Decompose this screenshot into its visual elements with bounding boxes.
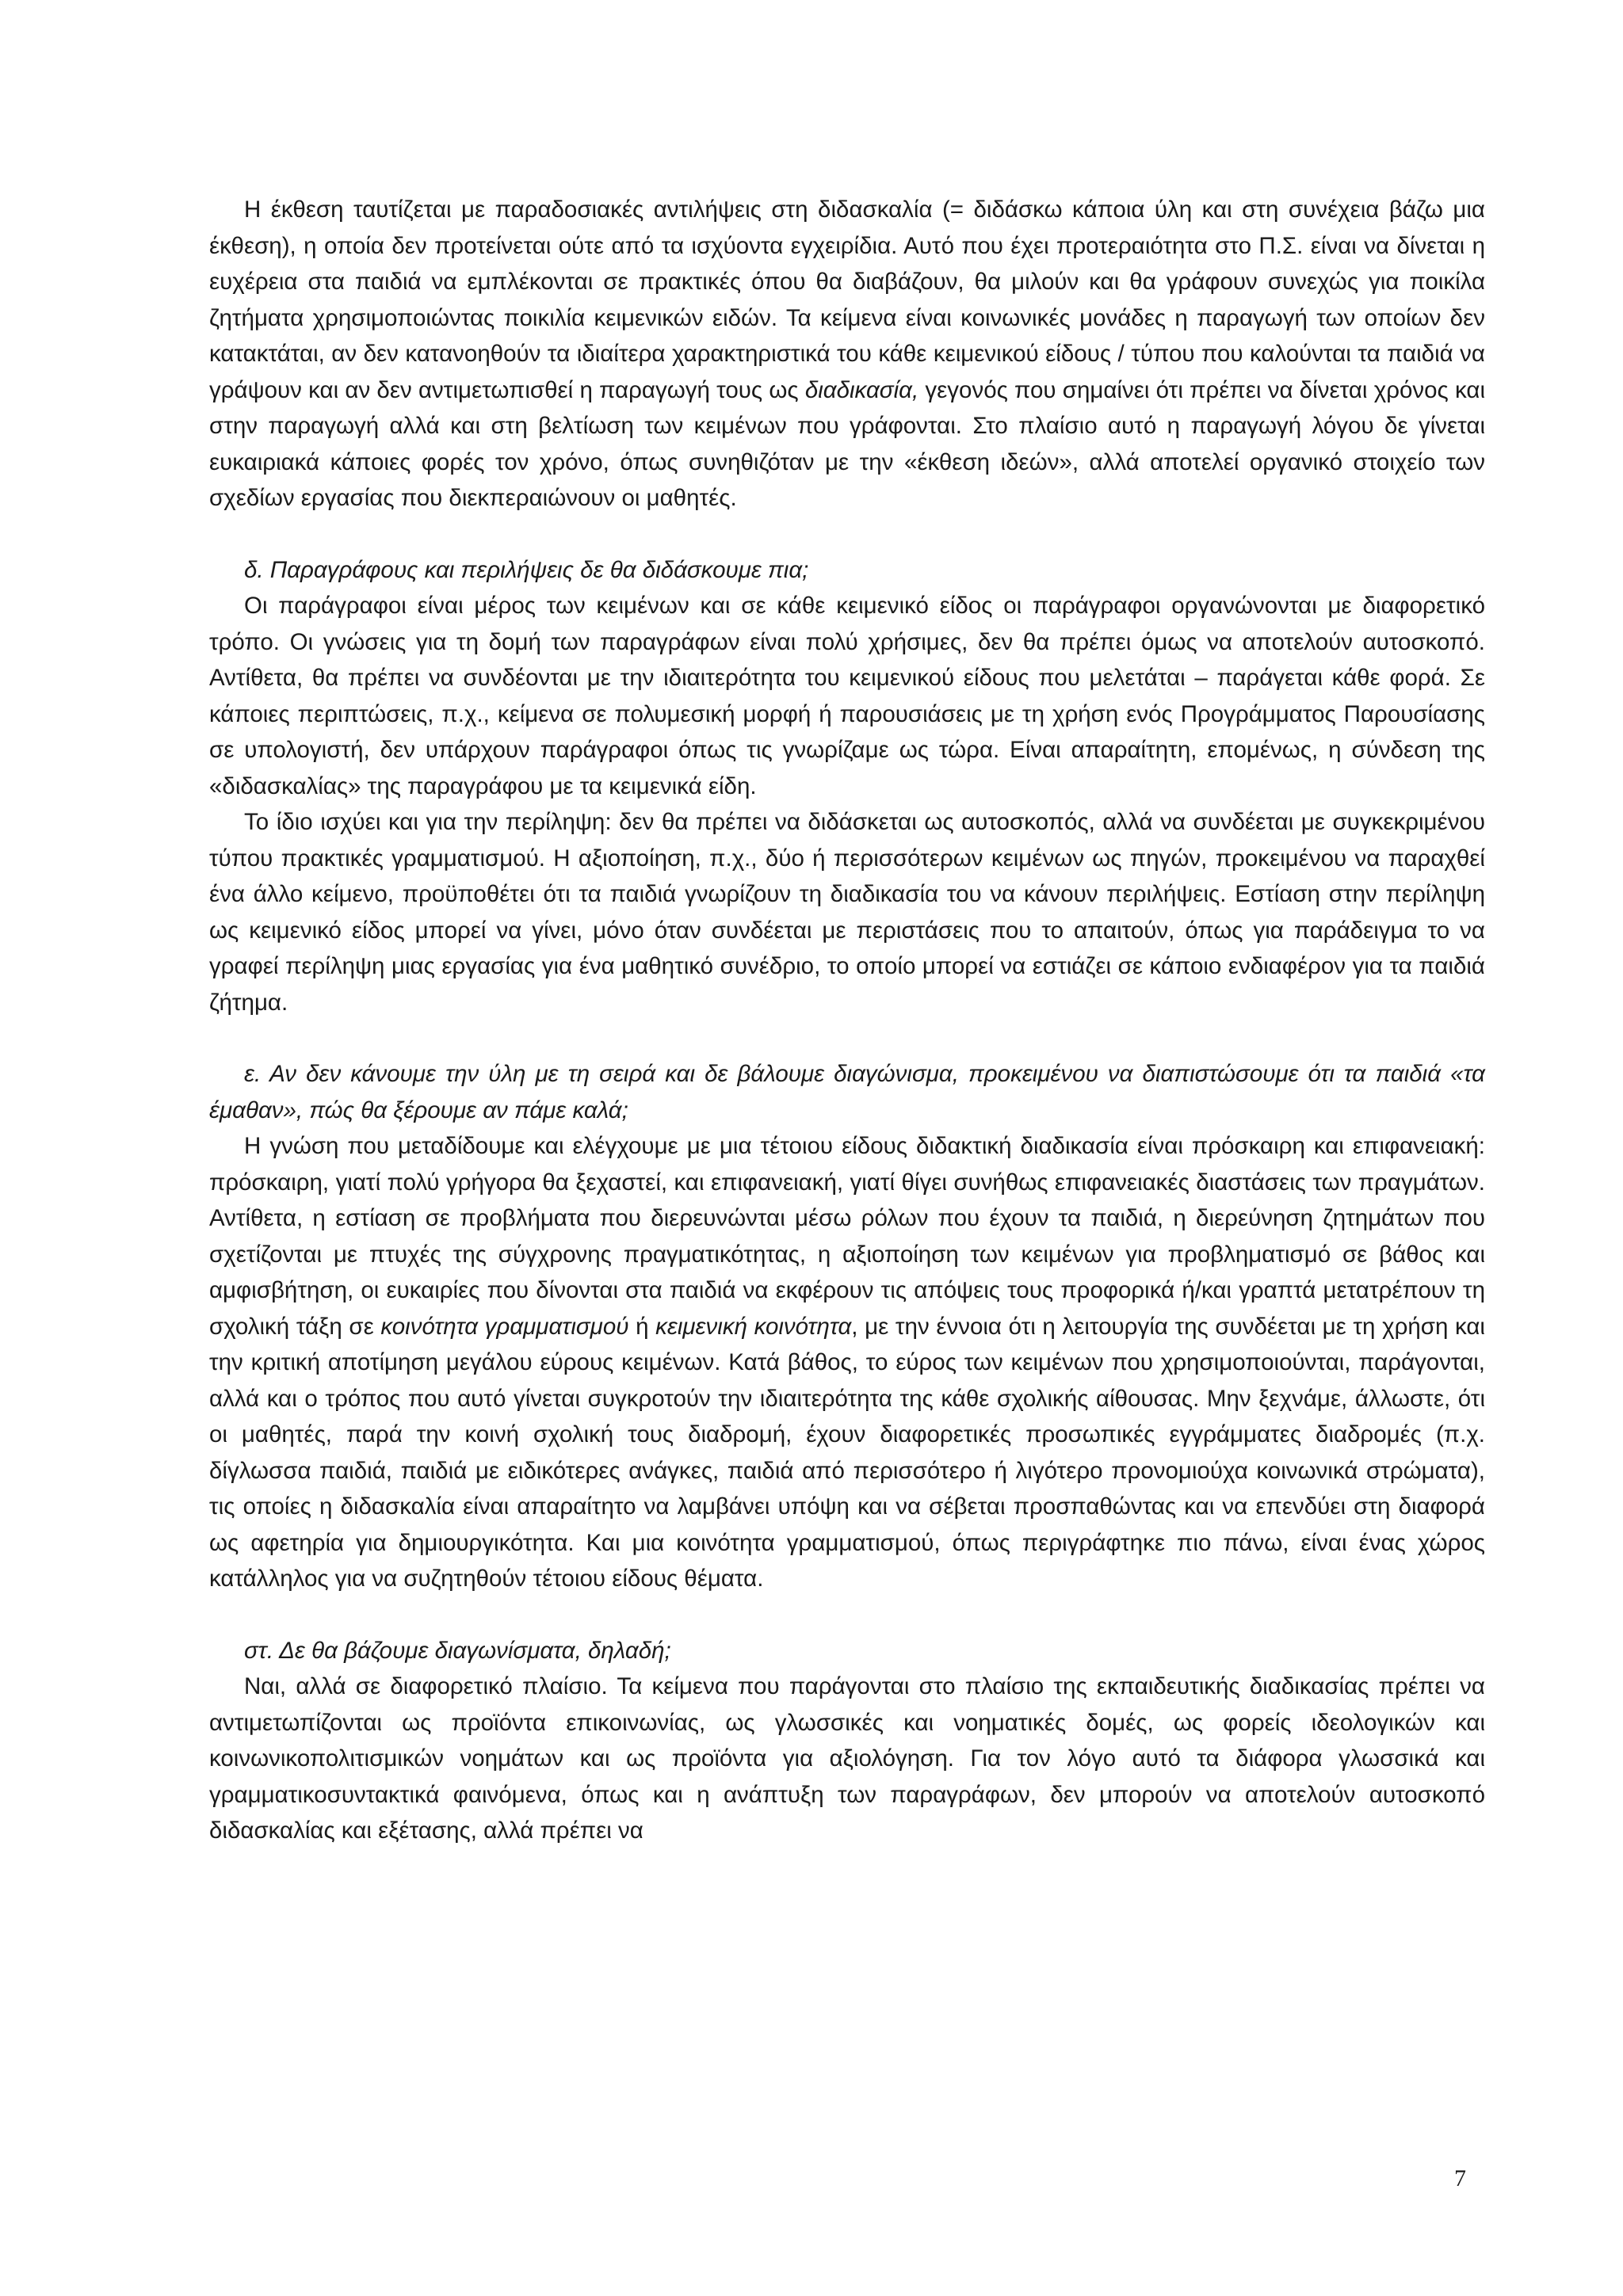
paragraph-essay-intro: Η έκθεση ταυτίζεται με παραδοσιακές αντιλήψεις στη διδασκαλία (= διδάσκω κάποια ύλη και στη συνέχεια βάζω μια έκθεση), η οποία δεν προτείνεται ούτε από τα ισχύοντα εγχειρίδια. Αυτό που έχει προτεραιότητα στο Π.Σ. είναι να δίνεται η ευχέρεια στα παιδιά να εμπλέκονται σε πρακτικές όπου θα διαβάζουν, θα μιλούν και θα γράφουν συνεχώς για ποικίλα ζητήματα χρησιμοποιώντας ποικιλία κειμενικών ειδών. Τα κείμενα είναι κοινωνικές μονάδες η παραγωγή των οποίων δεν κατακτάται, αν δεν κατανοηθούν τα ιδιαίτερα χαρακτηριστικά του κάθε κειμενικού είδους / τύπου που καλούνται τα παιδιά να γράψουν και αν δεν αντιμετωπισθεί η παραγωγή τους ως διαδικασία, γεγονός που σημαίνει ότι πρέπει να δίνεται χρόνος και στην παραγωγή αλλά και στη βελτίωση των κειμένων που γράφονται. Στο πλαίσιο αυτό η παραγωγή λόγου δε γίνεται ευκαιριακά κάποιες φορές τον χρόνο, όπως συνηθιζόταν με την «έκθεση ιδεών», αλλά αποτελεί οργανικό στοιχείο των σχεδίων εργασίας που διεκπεραιώνουν οι μαθητές. <box>209 196 1485 511</box>
section-d-paragraph-1: Οι παράγραφοι είναι μέρος των κειμένων και σε κάθε κειμενικό είδος οι παράγραφοι οργανώνονται με διαφορετικό τρόπο. Οι γνώσεις για τη δομή των παραγράφων είναι πολύ χρήσιμες, δεν θα πρέπει όμως να αποτελούν αυτοσκοπό. Αντίθετα, θα πρέπει να συνδέονται με την ιδιαιτερότητα του κειμενικού είδους που μελετάται – παράγεται κάθε φορά. Σε κάποιες περιπτώσεις, π.χ., κείμενα σε πολυμεσική μορφή ή παρουσιάσεις με τη χρήση ενός Προγράμματος Παρουσίασης σε υπολογιστή, δεν υπάρχουν παράγραφοι όπως τις γνωρίζαμε ως τώρα. Είναι απαραίτητη, επομένως, η σύνδεση της «διδασκαλίας» της παραγράφου με τα κειμενικά είδη. <box>209 593 1485 799</box>
section-d-heading: δ. Παραγράφους και περιλήψεις δε θα διδάσκουμε πια; <box>244 556 809 583</box>
section-st-paragraph-1: Ναι, αλλά σε διαφορετικό πλαίσιο. Τα κείμενα που παράγονται στο πλαίσιο της εκπαιδευτικής διαδικασίας πρέπει να αντιμετωπίζονται ως προϊόντα επικοινωνίας, ως γλωσσικές και νοηματικές δομές, ως φορείς ιδεολογικών και κοινωνικοπολιτισμικών νοημάτων και ως προϊόντα για αξιολόγηση. Για τον λόγο αυτό τα διάφορα γλωσσικά και γραμματικοσυντακτικά φαινόμενα, όπως και η ανάπτυξη των παραγράφων, δεν μπορούν να αποτελούν αυτοσκοπό διδασκαλίας και εξέτασης, αλλά πρέπει να <box>209 1673 1485 1844</box>
emphasis-literacy-community: κοινότητα γραμματισμού <box>380 1313 629 1340</box>
emphasis-process: διαδικασία, <box>804 376 919 403</box>
page-number: 7 <box>1454 2165 1466 2191</box>
section-e-paragraph-1: Η γνώση που μεταδίδουμε και ελέγχουμε με μια τέτοιου είδους διδακτική διαδικασία είναι πρόσκαιρη και επιφανειακή: πρόσκαιρη, γιατί πολύ γρήγορα θα ξεχαστεί, και επιφανειακή, γιατί θίγει συνήθως επιφανειακές διαστάσεις των πραγμάτων. Αντίθετα, η εστίαση σε προβλήματα που διερευνώνται μέσω ρόλων που έχουν τα παιδιά, η διερεύνηση ζητημάτων που σχετίζονται με πτυχές της σύγχρονης πραγματικότητας, η αξιοποίηση των κειμένων για προβληματισμό σε βάθος και αμφισβήτηση, οι ευκαιρίες που δίνονται στα παιδιά να εκφέρουν τις απόψεις τους προφορικά ή/και γραπτά μετατρέπουν τη σχολική τάξη σε κοινότητα γραμματισμού ή κειμενική κοινότητα, με την έννοια ότι η λειτουργία της συνδέεται με τη χρήση και την κριτική αποτίμηση μεγάλου εύρους κειμένων. Κατά βάθος, το εύρος των κειμένων που χρησιμοποιούνται, παράγονται, αλλά και ο τρόπος που αυτό γίνεται συγκροτούν την ιδιαιτερότητα της κάθε σχολικής αίθουσας. Μην ξεχνάμε, άλλωστε, ότι οι μαθητές, παρά την κοινή σχολική τους διαδρομή, έχουν διαφορετικές προσωπικές εγγράμματες διαδρομές (π.χ. δίγλωσσα παιδιά, παιδιά με ειδικότερες ανάγκες, παιδιά από περισσότερο ή λιγότερο προνομιούχα κοινωνικά στρώματα), τις οποίες η διδασκαλία είναι απαραίτητο να λαμβάνει υπόψη και να σέβεται προσπαθώντας και να επενδύει στη διαφορά ως αφετηρία για δημιουργικότητα. Και μια κοινότητα γραμματισμού, όπως περιγράφτηκε πιο πάνω, είναι ένας χώρος κατάλληλος για να συζητηθούν τέτοιου είδους θέματα. <box>209 1133 1485 1592</box>
section-st-heading: στ. Δε θα βάζουμε διαγωνίσματα, δηλαδή; <box>244 1637 671 1664</box>
section-d-paragraph-2: Το ίδιο ισχύει και για την περίληψη: δεν θα πρέπει να διδάσκεται ως αυτοσκοπός, αλλά να συνδέεται με συγκεκριμένου τύπου πρακτικές γραμματισμού. Η αξιοποίηση, π.χ., δύο ή περισσότερων κειμένων ως πηγών, προκειμένου να παραχθεί ένα άλλο κείμενο, προϋποθέτει ότι τα παιδιά γνωρίζουν τη διαδικασία του να κάνουν περιλήψεις. Εστίαση στην περίληψη ως κειμενικό είδος μπορεί να γίνει, μόνο όταν συνδέεται με περιστάσεις που το απαιτούν, όπως για παράδειγμα το να γραφεί περίληψη μιας εργασίας για ένα μαθητικό συνέδριο, το οποίο μπορεί να εστιάζει σε κάποιο ενδιαφέρον για τα παιδιά ζήτημα. <box>209 809 1485 1016</box>
emphasis-textual-community: κειμενική κοινότητα <box>655 1313 852 1340</box>
document-body <box>209 192 1485 1849</box>
section-e-heading: ε. Αν δεν κάνουμε την ύλη με τη σειρά και δε βάλουμε διαγώνισμα, προκειμένου να διαπιστώσουμε ότι τα παιδιά «τα έμαθαν», πώς θα ξέρουμε αν πάμε καλά; <box>209 1061 1485 1123</box>
